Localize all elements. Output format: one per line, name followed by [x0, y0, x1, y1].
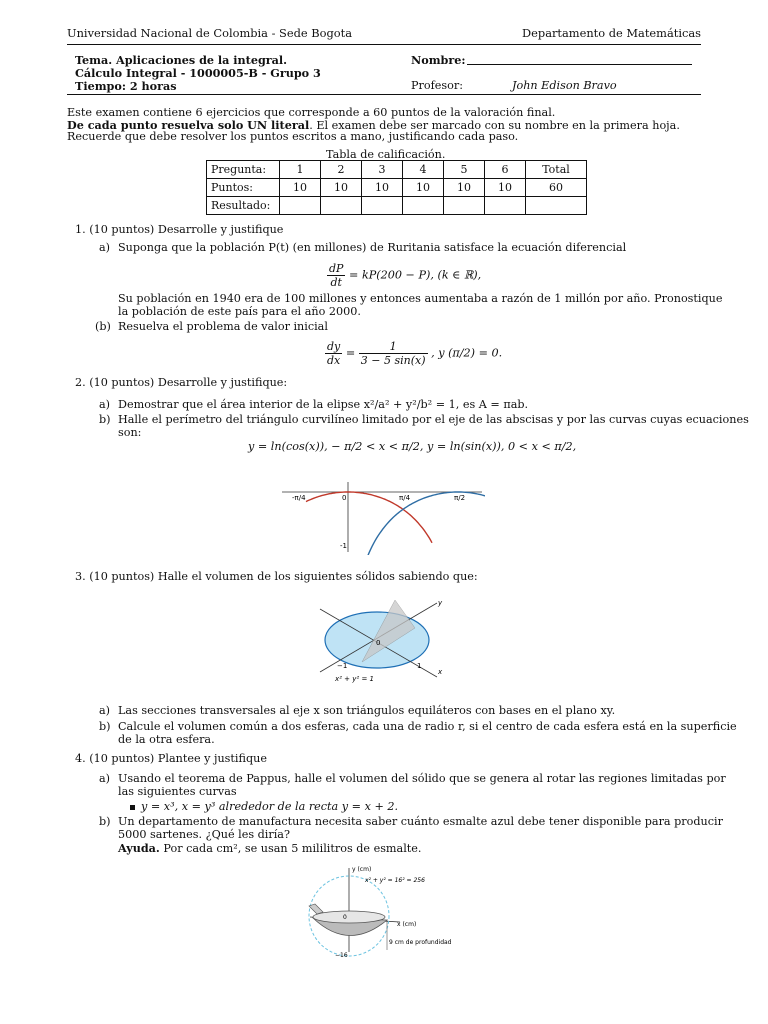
row-label: Resultado: [207, 197, 280, 215]
q1a-text-3: la población de este país para el año 2000. [118, 305, 361, 318]
x-axis-label: x (cm) [397, 921, 417, 928]
q1b-eq-rhs: , y (π/2) = 0. [431, 346, 503, 360]
frying-pan-figure [305, 860, 465, 960]
table-cell: 10 [485, 179, 526, 197]
row-label: Pregunta: [207, 161, 280, 179]
table-cell: 5 [444, 161, 485, 179]
exam-topic: Tema. Aplicaciones de la integral. [75, 53, 288, 67]
professor-label: Profesor: [411, 79, 463, 92]
q2b-text-1: Halle el perímetro del triángulo curvilíneo limitado por el eje de las abscisas y por las curvas cuyas ecuaciones [118, 413, 749, 426]
intro-bold: De cada punto resuelva solo UN literal [67, 118, 310, 132]
professor-name: John Edison Bravo [512, 79, 617, 92]
q1a-eq-rhs: = kP(200 − P), (k ∈ ℝ), [349, 268, 482, 282]
sin-log-curve [368, 492, 485, 555]
cos-log-curve [306, 492, 432, 543]
table-cell: Total [526, 161, 587, 179]
q1b-text: Resuelva el problema de valor inicial [118, 320, 328, 333]
q4a-text-2: las siguientes curvas [118, 785, 237, 798]
q1-title: 1. (10 puntos) Desarrolle y justifique [75, 223, 284, 236]
q2a-text: Demostrar que el área interior de la elipse x²/a² + y²/b² = 1, es A = πab. [118, 398, 529, 411]
q4b-help [118, 841, 421, 855]
q4-title: 4. (10 puntos) Plantee y justifique [75, 752, 267, 765]
q1b-label: (b) [95, 320, 111, 333]
q4a-label: a) [99, 772, 111, 785]
table-cell: 10 [362, 179, 403, 197]
table-cell: 2 [321, 161, 362, 179]
table-row [207, 197, 587, 215]
q3b-text-2: de la otra esfera. [118, 733, 215, 746]
q4a-text-1: Usando el teorema de Pappus, halle el volumen del sólido que se genera al rotar las regiones limitadas por [118, 772, 726, 785]
q4b-help-label: Ayuda. [118, 841, 160, 855]
q1a-label: a) [99, 241, 111, 254]
q1a-eq-num: dP [329, 262, 344, 275]
q1a-text: Suponga que la población P(t) (en millones) de Ruritania satisface la ecuación diferencial [118, 241, 627, 254]
table-cell: 10 [444, 179, 485, 197]
name-label: Nombre: [411, 53, 466, 67]
q1b-eq-mid-num: 1 [359, 340, 428, 354]
tick-label-pi-4: π/4 [399, 494, 411, 502]
grade-table-caption: Tabla de calificación. [326, 148, 446, 161]
origin-label: 0 [343, 914, 347, 921]
y-axis-label: y (cm) [352, 866, 372, 873]
q1b-eq-num: dy [327, 340, 341, 353]
q1a-eq-den: dt [330, 276, 342, 289]
q4a-bullet-item [130, 800, 398, 813]
q1b-eq-mid-den: 3 − 5 sin(x) [360, 354, 426, 367]
q1a-equation [327, 262, 481, 289]
pan-handle [309, 904, 323, 914]
solid-cross-section-figure [315, 595, 450, 685]
origin-label: 0 [376, 639, 381, 647]
q3b-text-1: Calcule el volumen común a dos esferas, cada una de radio r, si el centro de cada esfera está en la superficie [118, 720, 737, 733]
header-rule-bottom [67, 94, 701, 95]
table-cell: 10 [321, 179, 362, 197]
q4b-label: b) [99, 815, 111, 828]
table-row [207, 161, 587, 179]
intro-line-3: Recuerde que debe resolver los puntos escritos a mano, justificando cada paso. [67, 130, 519, 143]
table-cell: 10 [403, 179, 444, 197]
university-name: Universidad Nacional de Colombia - Sede Bogota [67, 26, 352, 40]
result-cell[interactable] [526, 197, 587, 215]
name-blank-line[interactable] [467, 64, 692, 65]
exam-time: Tiempo: 2 horas [75, 79, 177, 93]
intro-rest: . El examen debe ser marcado con su nombre en la primera hoja. [309, 119, 680, 132]
q2b-equation: y = ln(cos(x)), − π/2 < x < π/2, y = ln(sin(x)), 0 < x < π/2, [248, 440, 577, 453]
q4b-text-1: Un departamento de manufactura necesita saber cuánto esmalte azul debe tener disponible para producir [118, 815, 723, 828]
result-cell[interactable] [321, 197, 362, 215]
table-cell: 3 [362, 161, 403, 179]
exam-course: Cálculo Integral - 1000005-B - Grupo 3 [75, 66, 321, 80]
result-cell[interactable] [403, 197, 444, 215]
y-axis-label: y [438, 599, 443, 607]
neg-one-label: −1 [337, 662, 348, 670]
q3-title: 3. (10 puntos) Halle el volumen de los siguientes sólidos sabiendo que: [75, 570, 478, 583]
table-cell: 4 [403, 161, 444, 179]
pan-rim [313, 911, 385, 923]
q1a-text-2: Su población en 1940 era de 100 millones y entonces aumentaba a razón de 1 millón por año. Pronostique [118, 292, 723, 305]
q3a-text: Las secciones transversales al eje x son triángulos equiláteros con bases en el plano xy. [118, 704, 616, 717]
circle-equation-label: x² + y² = 1 [335, 675, 374, 683]
sphere-equation-label: x² + y² = 16² = 256 [365, 877, 425, 884]
log-curves-graph [280, 480, 485, 555]
q4a-bullet-text: y = x³, x = y³ alrededor de la recta y = x + 2. [141, 800, 399, 813]
tick-label-neg-1: -1 [340, 542, 347, 550]
result-cell[interactable] [280, 197, 321, 215]
result-cell[interactable] [444, 197, 485, 215]
department-name: Departamento de Matemáticas [522, 26, 701, 40]
result-cell[interactable] [362, 197, 403, 215]
q1b-equation: $\frac{dy}{dx}$ = $\frac{1}{3 - 5 \sin(x)}$ , y (π/2) = 0. [327, 340, 503, 367]
one-label: 1 [417, 662, 422, 670]
intro-line-1: Este examen contiene 6 ejercicios que corresponde a 60 puntos de la valoración final. [67, 106, 556, 119]
neg16-label: −16 [335, 952, 348, 959]
q3b-label: b) [99, 720, 111, 733]
table-cell: 10 [280, 179, 321, 197]
grade-table [206, 160, 587, 215]
result-cell[interactable] [485, 197, 526, 215]
q4b-text-2: 5000 sartenes. ¿Qué les diría? [118, 828, 290, 841]
row-label: Puntos: [207, 179, 280, 197]
header-rule [67, 44, 701, 45]
q2b-label: b) [99, 413, 111, 426]
q2-title: 2. (10 puntos) Desarrolle y justifique: [75, 376, 288, 389]
table-cell: 1 [280, 161, 321, 179]
q2b-text-2: son: [118, 426, 142, 439]
table-cell: 6 [485, 161, 526, 179]
q2a-label: a) [99, 398, 111, 411]
depth-label: 9 cm de profundidad [389, 939, 452, 946]
tick-label-neg-pi-4: -π/4 [292, 494, 306, 502]
tick-label-0: 0 [342, 494, 347, 502]
bullet-icon [130, 805, 135, 810]
x-axis-label: x [438, 668, 443, 676]
q4b-help-text: Por cada cm², se usan 5 mililitros de esmalte. [159, 842, 422, 855]
tick-label-pi-2: π/2 [454, 494, 466, 502]
table-row [207, 179, 587, 197]
q1b-eq-den: dx [327, 354, 341, 367]
q3a-label: a) [99, 704, 111, 717]
table-cell: 60 [526, 179, 587, 197]
